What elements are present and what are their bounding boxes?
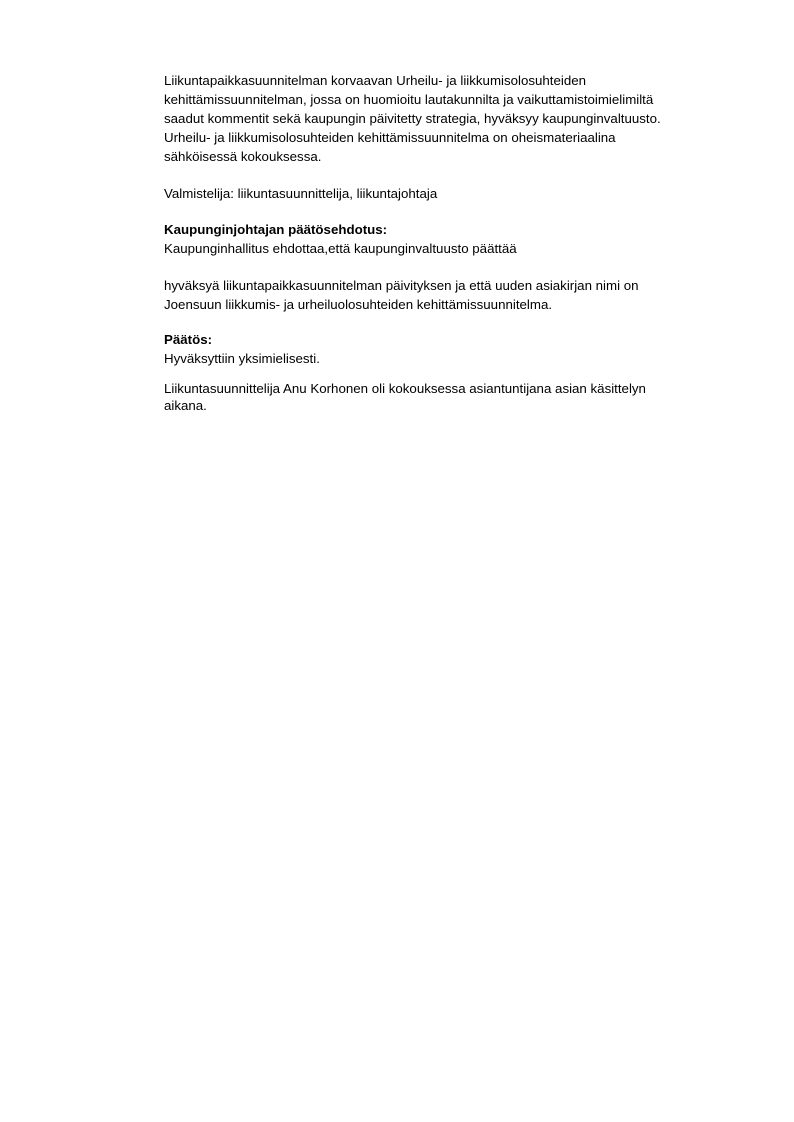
decision-body: Hyväksyttiin yksimielisesti. (164, 351, 320, 366)
proposal-body: Kaupunginhallitus ehdottaa,että kaupunginvaltuusto päättää (164, 241, 517, 256)
intro-paragraph (164, 71, 724, 166)
intro-line: saadut kommentit sekä kaupungin päivitetty strategia, hyväksyy kaupunginvaltuusto. (164, 111, 661, 126)
decision-heading: Päätös: (164, 332, 213, 347)
preparer-line: Valmistelija: liikuntasuunnittelija, liikuntajohtaja (164, 186, 438, 201)
note-line: Liikuntasuunnittelija Anu Korhonen oli kokouksessa asiantuntijana asian käsittelyn (164, 381, 646, 396)
acceptance-line: Joensuun liikkumis- ja urheiluolosuhteiden kehittämissuunnitelma. (164, 297, 553, 312)
intro-line: kehittämissuunnitelman, jossa on huomioitu lautakunnilta ja vaikuttamistoimielimiltä (164, 92, 654, 107)
intro-line: sähköisessä kokouksessa. (164, 149, 322, 164)
intro-line: Urheilu- ja liikkumisolosuhteiden kehittämissuunnitelma on oheismateriaalina (164, 130, 616, 145)
acceptance-paragraph (164, 276, 724, 314)
document-page (164, 71, 724, 414)
note-line: aikana. (164, 398, 207, 413)
intro-line: Liikuntapaikkasuunnitelman korvaavan Urheilu- ja liikkumisolosuhteiden (164, 73, 587, 88)
proposal-heading: Kaupunginjohtajan päätösehdotus: (164, 222, 388, 237)
expert-note-paragraph (164, 380, 724, 414)
acceptance-line: hyväksyä liikuntapaikkasuunnitelman päivityksen ja että uuden asiakirjan nimi on (164, 278, 639, 293)
